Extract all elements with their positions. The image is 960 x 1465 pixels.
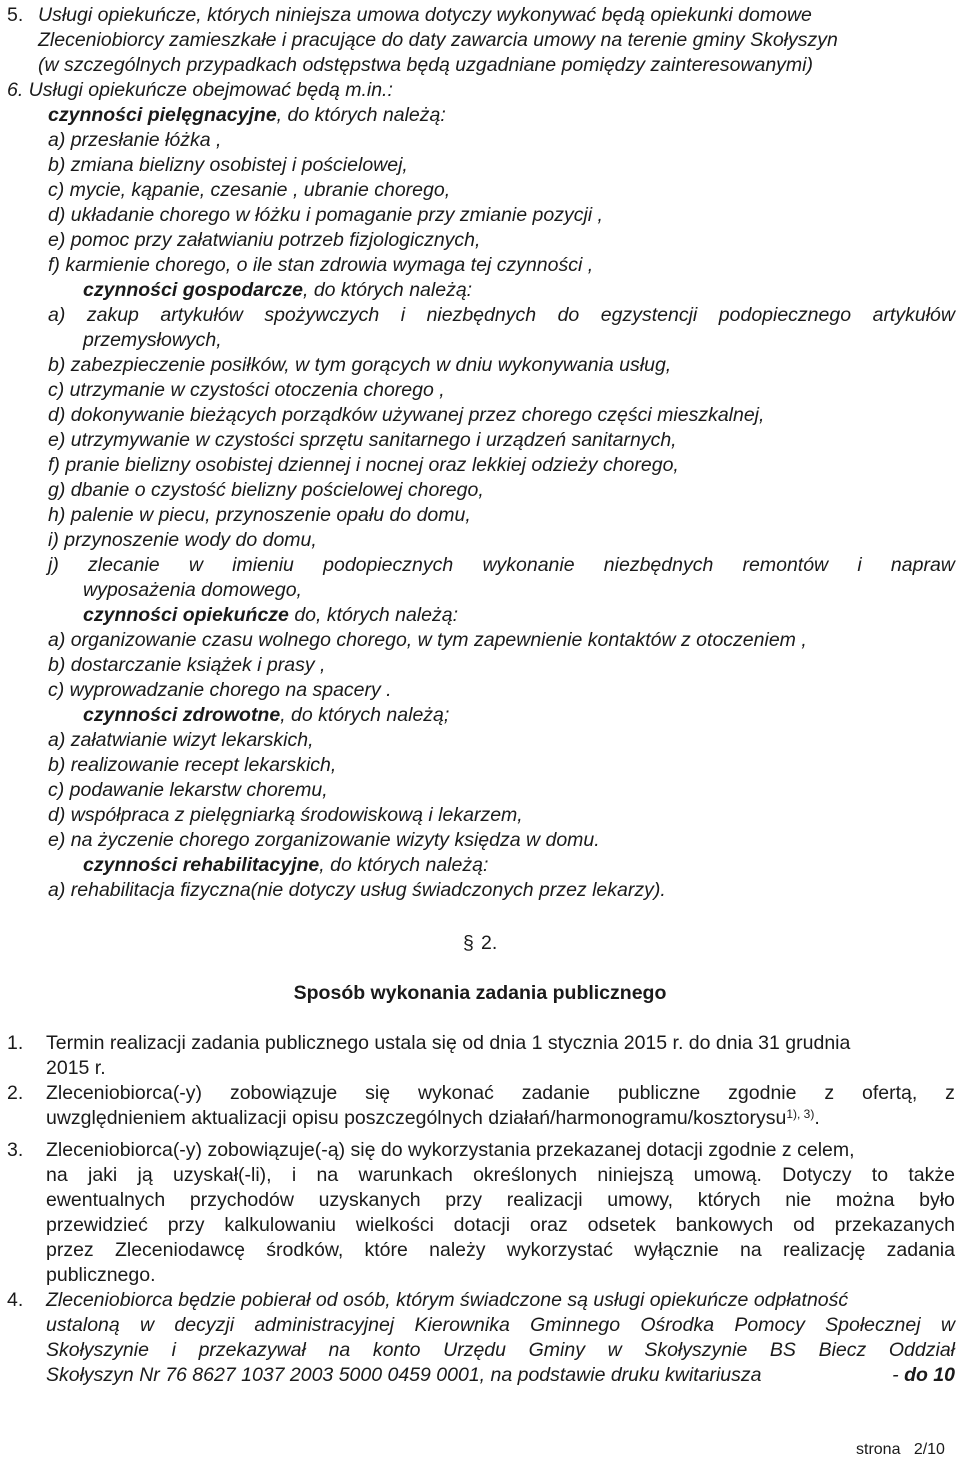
word: realizację — [783, 1239, 866, 1261]
heading-opiekuncze-rest: do, których należą: — [288, 604, 458, 626]
word: i — [857, 554, 862, 576]
list-item: e) utrzymywanie w czystości sprzętu sanitarnego i urządzeń sanitarnych, — [48, 429, 677, 451]
word: ją — [137, 1164, 153, 1186]
word: także — [908, 1164, 955, 1186]
item-6: 6. Usługi opiekuńcze obejmować będą m.in.: — [7, 79, 393, 101]
list-item: f) karmienie chorego, o ile stan zdrowia wymaga tej czynności , — [48, 254, 594, 276]
word: oraz — [529, 1214, 568, 1236]
paragraph-3-line: publicznego. — [46, 1264, 156, 1286]
section-symbol: § — [463, 932, 474, 954]
word: odsetek — [587, 1214, 656, 1236]
list-item: f) pranie bielizny osobistej dziennej i nocnej oraz lekkiej odzieży chorego, — [48, 454, 679, 476]
word: Społecznej — [825, 1314, 921, 1336]
paragraph-4-tail — [892, 1363, 955, 1388]
word: przychodów — [189, 1189, 294, 1211]
word: przy — [167, 1214, 205, 1236]
word: uzyskał(-li), — [173, 1164, 272, 1186]
list-item: c) mycie, kąpanie, czesanie , ubranie chorego, — [48, 179, 451, 201]
word: Pomocy — [734, 1314, 805, 1336]
word: i — [400, 304, 406, 326]
word: na — [328, 1339, 351, 1361]
heading-pielegnacyjne-rest: , do których należą: — [276, 104, 446, 126]
word: Gminy — [528, 1339, 585, 1361]
word: a) — [48, 304, 66, 326]
word: Urzędu — [443, 1339, 507, 1361]
heading-gospodarcze-rest: , do których należą: — [302, 279, 473, 301]
word: i — [291, 1164, 297, 1186]
word: na — [316, 1164, 339, 1186]
word: remontów — [742, 554, 829, 576]
word: j) — [48, 554, 59, 576]
word: uzyskanych — [318, 1189, 421, 1211]
list-item-continuation: wyposażenia domowego, — [83, 579, 302, 601]
paragraph-4-line-justified — [46, 1313, 955, 1338]
paragraph-3-line-justified — [46, 1213, 955, 1238]
list-item: i) przynoszenie wody do domu, — [48, 529, 317, 551]
word: warunkach — [358, 1164, 453, 1186]
word: na — [46, 1164, 68, 1186]
paragraph-2-end: . — [814, 1107, 820, 1129]
word: z — [945, 1082, 955, 1104]
paragraph-4-line-justified — [46, 1338, 955, 1363]
word: Gminnego — [530, 1314, 621, 1336]
list-item: a) organizowanie czasu wolnego chorego, w tym zapewnienie kontaktów z otoczeniem , — [48, 629, 807, 651]
word: z — [824, 1082, 835, 1104]
word: których — [697, 1189, 761, 1211]
item-5-line-2: Zleceniobiorcy zamieszkałe i pracujące do daty zawarcia umowy na terenie gminy Skołyszyn — [38, 29, 838, 51]
list-item: a) rehabilitacja fizyczna(nie dotyczy usług świadczonych przez lekarzy). — [48, 879, 666, 901]
heading-opiekuncze — [83, 603, 458, 628]
list-item: g) dbanie o czystość bielizny pościelowej chorego, — [48, 479, 484, 501]
footer-label: strona — [856, 1441, 901, 1458]
word: zlecanie — [88, 554, 160, 576]
word: niniejszą — [597, 1164, 674, 1186]
word: ustaloną — [46, 1314, 120, 1336]
word: to — [871, 1164, 889, 1186]
word: dotacji — [453, 1214, 511, 1236]
list-item: c) utrzymanie w czystości otoczenia chorego , — [48, 379, 445, 401]
list-item: a) przesłanie łóżka , — [48, 129, 222, 151]
word: przekazywał — [198, 1339, 306, 1361]
word: artykułów — [872, 304, 955, 326]
word: kalkulowaniu — [224, 1214, 336, 1236]
list-item: d) współpraca z pielęgniarką środowiskową i lekarzem, — [48, 804, 523, 826]
paragraph-2-number: 2. — [7, 1082, 24, 1104]
word: BS — [769, 1339, 796, 1361]
word: ofertą, — [861, 1082, 918, 1104]
list-item: a) załatwianie wizyt lekarskich, — [48, 729, 314, 751]
word: konto — [372, 1339, 421, 1361]
word: w — [140, 1314, 155, 1336]
word: wykonanie — [482, 554, 575, 576]
paragraph-2-line — [46, 1106, 820, 1131]
paragraph-4-last-line — [46, 1363, 955, 1388]
paragraph-3-line: Zleceniobiorca(-y) zobowiązuje(-ą) się do wykorzystania przekazanej dotacji zgodnie z celem, — [46, 1139, 855, 1161]
section-number: 2. — [481, 932, 498, 954]
word: można — [835, 1189, 895, 1211]
word: administracyjnej — [254, 1314, 395, 1336]
heading-opiekuncze-bold: czynności opiekuńcze — [83, 604, 289, 626]
paragraph-3-number: 3. — [7, 1139, 24, 1161]
item-5-line-1: Usługi opiekuńcze, których niniejsza umowa dotyczy wykonywać będą opiekunki domowe — [38, 4, 812, 26]
word: przekazanych — [834, 1214, 955, 1236]
list-item: b) dostarczanie książek i prasy , — [48, 654, 326, 676]
heading-pielegnacyjne — [48, 103, 446, 128]
word: Zleceniobiorca(-y) — [46, 1082, 203, 1104]
word: od — [793, 1214, 815, 1236]
word: Zleceniodawcę — [114, 1239, 246, 1261]
word: imieniu — [232, 554, 294, 576]
word: przewidzieć — [46, 1214, 148, 1236]
word: Biecz — [818, 1339, 867, 1361]
footnote-reference: 1), 3) — [786, 1107, 815, 1121]
word: i — [171, 1339, 176, 1361]
word: decyzji — [174, 1314, 235, 1336]
list-item: d) układanie chorego w łóżku i pomaganie przy zmianie pozycji , — [48, 204, 603, 226]
word: zadanie — [521, 1082, 591, 1104]
word: umową. — [693, 1164, 762, 1186]
list-item-justified — [48, 553, 955, 578]
word: wyłącznie — [634, 1239, 719, 1261]
word: w — [940, 1314, 955, 1336]
paragraph-1-line: Termin realizacji zadania publicznego ustala się od dnia 1 stycznia 2015 r. do dnia 31 grudnia — [46, 1032, 851, 1054]
heading-rehabilitacyjne-rest: , do których należą: — [319, 854, 489, 876]
heading-zdrowotne — [83, 703, 449, 728]
list-item: b) realizowanie recept lekarskich, — [48, 754, 337, 776]
heading-zdrowotne-bold: czynności zdrowotne — [83, 704, 281, 726]
word: niezbędnych — [426, 304, 537, 326]
word: na — [740, 1239, 762, 1261]
word: Skołyszynie — [644, 1339, 748, 1361]
word: środków, — [266, 1239, 344, 1261]
word: zobowiązuje — [229, 1082, 338, 1104]
word: Kierownika — [414, 1314, 510, 1336]
heading-gospodarcze-bold: czynności gospodarcze — [83, 279, 303, 301]
list-item: b) zmiana bielizny osobistej i pościelowej, — [48, 154, 408, 176]
word: Dotyczy — [782, 1164, 852, 1186]
heading-rehabilitacyjne — [83, 853, 488, 878]
word: egzystencji — [600, 304, 698, 326]
word: wykonać — [417, 1082, 494, 1104]
word: wielkości — [355, 1214, 434, 1236]
word: Ośrodka — [640, 1314, 715, 1336]
word: bankowych — [675, 1214, 774, 1236]
paragraph-3-line-justified — [46, 1238, 955, 1263]
heading-gospodarcze — [83, 278, 472, 303]
paragraph-4-bold: do 10 — [904, 1364, 955, 1386]
word: niezbędnych — [603, 554, 714, 576]
paragraph-1-line: 2015 r. — [46, 1057, 106, 1079]
word: wykorzystać — [506, 1239, 613, 1261]
word: było — [919, 1189, 955, 1211]
list-item: e) pomoc przy załatwianiu potrzeb fizjologicznych, — [48, 229, 481, 251]
word: realizacji — [506, 1189, 583, 1211]
word: spożywczych — [264, 304, 380, 326]
paragraph-2-line-justified — [46, 1081, 955, 1106]
list-item: b) zabezpieczenie posiłków, w tym gorących w dniu wykonywania usług, — [48, 354, 672, 376]
item-5-line-3: (w szczególnych przypadkach odstępstwa będą uzgadniane pomiędzy zainteresowanymi) — [38, 54, 814, 76]
word: przy — [445, 1189, 483, 1211]
heading-pielegnacyjne-bold: czynności pielęgnacyjne — [48, 104, 277, 126]
word: w — [188, 554, 203, 576]
word: artykułów — [160, 304, 243, 326]
section-title: Sposób wykonania zadania publicznego — [293, 982, 667, 1004]
paragraph-1-number: 1. — [7, 1032, 24, 1054]
word: się — [365, 1082, 391, 1104]
list-item: d) dokonywanie bieżących porządków używanej przez chorego części mieszkalnej, — [48, 404, 765, 426]
list-item: c) podawanie lekarstw choremu, — [48, 779, 328, 801]
word: podopiecznych — [323, 554, 454, 576]
list-item: h) palenie w piecu, przynoszenie opału do domu, — [48, 504, 471, 526]
list-item: c) wyprowadzanie chorego na spacery . — [48, 679, 392, 701]
list-item-justified — [48, 303, 955, 328]
page-number: 2/10 — [913, 1441, 945, 1458]
word: w — [607, 1339, 622, 1361]
word: jaki — [87, 1164, 118, 1186]
paragraph-3-line-justified — [46, 1188, 955, 1213]
word: przez — [46, 1239, 94, 1261]
word: do — [557, 304, 580, 326]
item-5-number: 5. — [7, 4, 24, 26]
word: które — [364, 1239, 408, 1261]
paragraph-4-number: 4. — [7, 1289, 24, 1311]
word: nie — [785, 1189, 812, 1211]
word: zakup — [86, 304, 139, 326]
word: określonych — [473, 1164, 578, 1186]
list-item: e) na życzenie chorego zorganizowanie wizyty księdza w domu. — [48, 829, 600, 851]
word: publiczne — [617, 1082, 701, 1104]
word: zgodnie — [728, 1082, 797, 1104]
word: Oddział — [888, 1339, 955, 1361]
heading-rehabilitacyjne-bold: czynności rehabilitacyjne — [83, 854, 320, 876]
word: zadania — [886, 1239, 955, 1261]
paragraph-4-line: Zleceniobiorca będzie pobierał od osób, którym świadczone są usługi opiekuńcze odpłatność — [46, 1289, 849, 1311]
list-item-continuation: przemysłowych, — [83, 329, 222, 351]
paragraph-3-line-justified — [46, 1163, 955, 1188]
word: napraw — [890, 554, 955, 576]
page-footer — [856, 1440, 945, 1460]
heading-zdrowotne-rest: , do których należą; — [280, 704, 450, 726]
word: podopiecznego — [718, 304, 852, 326]
word: należy — [429, 1239, 486, 1261]
dash: - — [892, 1364, 899, 1386]
word: umowy, — [607, 1189, 674, 1211]
paragraph-2-text: uwzględnieniem aktualizacji opisu poszczególnych działań/harmonogramu/kosztorysu — [46, 1107, 787, 1129]
word: Skołyszynie — [46, 1339, 149, 1361]
paragraph-4-text: Skołyszyn Nr 76 8627 1037 2003 5000 0459 0001, na podstawie druku kwitariusza — [46, 1364, 762, 1386]
word: ewentualnych — [46, 1189, 166, 1211]
